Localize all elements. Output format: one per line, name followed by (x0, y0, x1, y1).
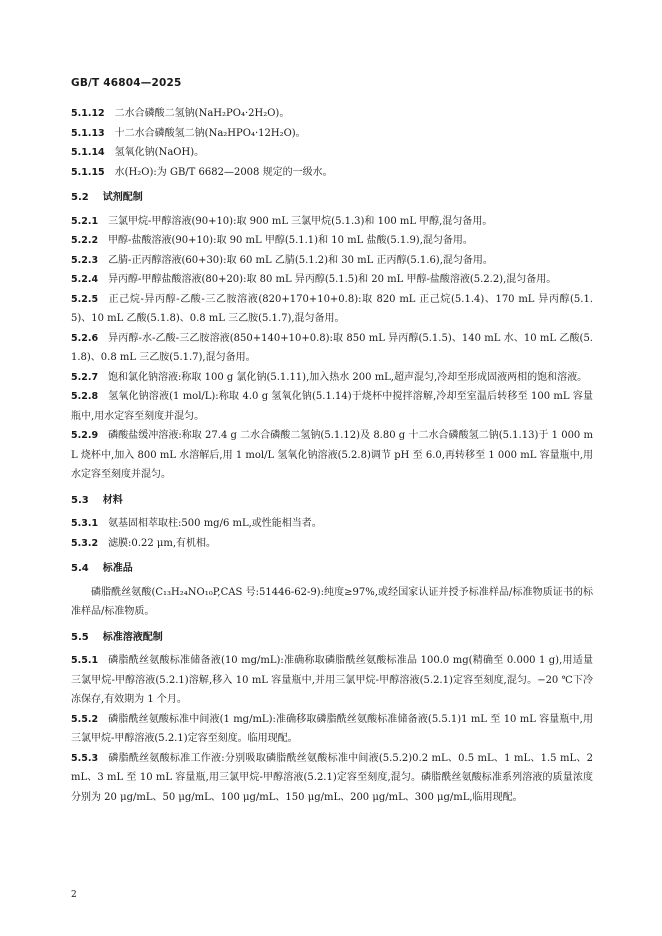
clause-number: 5.5.1 (71, 655, 99, 666)
clause-paragraph (71, 329, 593, 368)
clause-number: 5.2.1 (71, 215, 99, 227)
clause-text: 磷脂酰丝氨酸标准工作液:分别吸取磷脂酰丝氨酸标准中间液(5.5.2)0.2 mL、0.5 mL、1 mL、1.5 mL、2 mL、3 mL 至 10 mL 容量瓶,用三氯甲烷-甲醇溶液(5.2.1)定容至刻度,混匀。磷脂酰丝氨酸标准系列溶液的质量浓度分别为 20 μg/mL、50 μg/mL、100 μg/mL、150 μg/mL、200 μg/mL、300 μg/mL,临用现配。 (71, 752, 593, 803)
clause-paragraph (71, 426, 593, 485)
clause-paragraph (71, 368, 593, 388)
clause-text: 乙腈-正丙醇溶液(60+30):取 60 mL 乙腈(5.1.2)和 30 mL 正丙醇(5.1.6),混匀备用。 (108, 254, 493, 266)
clause-text: 氢氧化钠溶液(1 mol/L):称取 4.0 g 氢氧化钠(5.1.14)于烧杯中搅拌溶解,冷却至室温后转移至 100 mL 容量瓶中,用水定容至刻度并混匀。 (71, 391, 593, 422)
clause-number: 5.3.2 (71, 537, 99, 549)
clause-text: 氢氧化钠(NaOH)。 (114, 147, 205, 158)
clause-number: 5.2.6 (71, 332, 99, 344)
clause-text: 磷脂酰丝氨酸(C₁₃H₂₄NO₁₀P,CAS 号:51446-62-9):纯度≥97%,或经国家认证并授予标准样品/标准物质证书的标准样品/标准物质。 (71, 586, 593, 617)
clause-number: 5.3.1 (71, 518, 99, 529)
clause-text: 二水合磷酸二氢钠(NaH₂PO₄·2H₂O)。 (114, 108, 290, 119)
section-number: 5.3 (71, 494, 89, 506)
clause-number: 5.1.13 (71, 127, 105, 139)
clause-paragraph (71, 387, 593, 426)
section-heading (71, 188, 593, 208)
clause-number: 5.2.5 (71, 293, 99, 305)
clause-paragraph (71, 749, 593, 808)
clause-number: 5.2.4 (71, 274, 99, 285)
clause-paragraph (71, 651, 593, 710)
section-heading (71, 491, 593, 511)
clause-number: 5.2.7 (71, 371, 99, 383)
clause-number: 5.2.2 (71, 235, 99, 246)
section-title: 材料 (102, 494, 123, 506)
section-title: 标准溶液配制 (102, 631, 163, 643)
section-heading (71, 628, 593, 648)
clause-text: 水(H₂O):为 GB/T 6682—2008 规定的一级水。 (114, 166, 333, 178)
clause-paragraph (71, 290, 593, 329)
clause-text: 十二水合磷酸氢二钠(Na₂HPO₄·12H₂O)。 (114, 127, 306, 139)
clause-number: 5.5.2 (71, 713, 99, 725)
clause-paragraph (71, 251, 593, 271)
clause-paragraph (71, 231, 593, 251)
clause-paragraph (71, 143, 593, 163)
clause-text: 氨基固相萃取柱:500 mg/6 mL,或性能相当者。 (108, 518, 322, 529)
section-number: 5.2 (71, 192, 89, 203)
section-title: 试剂配制 (102, 192, 143, 203)
clause-number: 5.2.8 (71, 391, 99, 402)
clause-text: 异丙醇-水-乙酸-三乙胺溶液(850+140+10+0.8):取 850 mL 异丙醇(5.1.5)、140 mL 水、10 mL 乙酸(5.1.8)、0.8 mL 三乙胺(5.1.7),混匀备用。 (71, 332, 593, 363)
clause-paragraph (71, 270, 593, 290)
clause-text: 饱和氯化钠溶液:称取 100 g 氯化钠(5.1.11),加入热水 200 mL,超声混匀,冷却至形成固液两相的饱和溶液。 (108, 371, 588, 383)
clause-number: 5.1.14 (71, 147, 105, 158)
clause-paragraph (71, 104, 593, 124)
page-number: 2 (71, 890, 77, 900)
standard-header: GB/T 46804—2025 (71, 77, 182, 89)
section-heading (71, 559, 593, 579)
clause-text: 磷脂酰丝氨酸标准储备液(10 mg/mL):准确称取磷脂酰丝氨酸标准品 100.0 mg(精确至 0.000 1 g),用适量三氯甲烷-甲醇溶液(5.2.1)溶解,移入 10 mL 容量瓶中,并用三氯甲烷-甲醇溶液(5.2.1)定容至刻度,混匀。−20 ℃下冷冻保存,有效期为 1 个月。 (71, 655, 593, 705)
clause-number: 5.1.12 (71, 108, 105, 119)
clause-paragraph (71, 124, 593, 144)
clause-text: 滤膜:0.22 μm,有机相。 (108, 537, 217, 549)
section-title: 标准品 (102, 563, 133, 574)
clause-paragraph (71, 710, 593, 749)
clause-number: 5.1.15 (71, 166, 105, 178)
document-body (71, 104, 593, 807)
clause-text: 正己烷-异丙醇-乙酸-三乙胺溶液(820+170+10+0.8):取 820 mL 正己烷(5.1.4)、170 mL 异丙醇(5.1.5)、10 mL 乙酸(5.1.8)、0.8 mL 三乙胺(5.1.7),混匀备用。 (71, 293, 593, 324)
clause-paragraph (71, 534, 593, 554)
clause-text: 三氯甲烷-甲醇溶液(90+10):取 900 mL 三氯甲烷(5.1.3)和 100 mL 甲醇,混匀备用。 (108, 215, 493, 227)
clause-number: 5.2.9 (71, 430, 99, 441)
clause-number: 5.2.3 (71, 254, 99, 266)
clause-text: 异丙醇-甲醇盐酸溶液(80+20):取 80 mL 异丙醇(5.1.5)和 20 mL 甲醇-盐酸溶液(5.2.2),混匀备用。 (108, 274, 557, 285)
clause-paragraph (71, 212, 593, 232)
clause-number: 5.5.3 (71, 752, 99, 764)
clause-paragraph (71, 163, 593, 183)
clause-paragraph (71, 514, 593, 534)
clause-text: 磷脂酰丝氨酸标准中间液(1 mg/mL):准确移取磷脂酰丝氨酸标准储备液(5.5.1)1 mL 至 10 mL 容量瓶中,用三氯甲烷-甲醇溶液(5.2.1)定容至刻度。临用现配。 (71, 713, 593, 744)
clause-paragraph (71, 583, 593, 622)
clause-text: 甲醇-盐酸溶液(90+10):取 90 mL 甲醇(5.1.1)和 10 mL 盐酸(5.1.9),混匀备用。 (108, 235, 473, 246)
section-number: 5.5 (71, 631, 89, 643)
section-number: 5.4 (71, 563, 89, 574)
clause-text: 磷酸盐缓冲溶液:称取 27.4 g 二水合磷酸二氢钠(5.1.12)及 8.80 g 十二水合磷酸氢二钠(5.1.13)于 1 000 mL 烧杯中,加入 800 mL 水溶解后,用 1 mol/L 氢氧化钠溶液(5.2.8)调节 pH 至 6.0,再转移至 1 000 mL 容量瓶中,用水定容至刻度并混匀。 (71, 430, 593, 480)
